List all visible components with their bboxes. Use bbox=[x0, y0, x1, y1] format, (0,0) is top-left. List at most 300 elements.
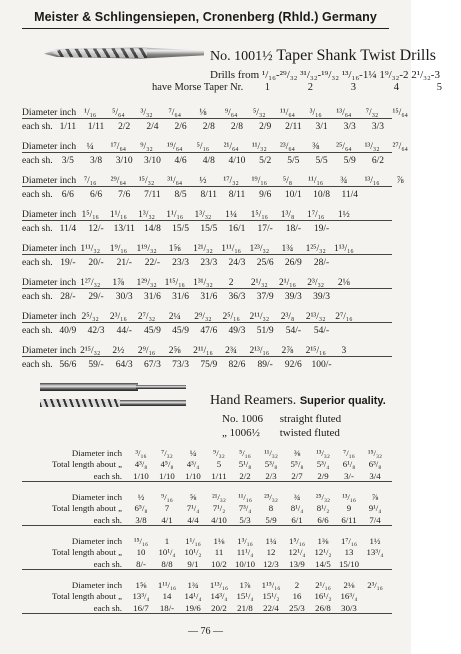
reamer-length-value: 6⁵/₈ bbox=[134, 503, 148, 513]
reamer-length-label: Total length about „ bbox=[52, 547, 122, 557]
reamer-length-value: 9 bbox=[346, 503, 352, 513]
price-label: each sh. bbox=[22, 224, 53, 234]
price-value: 73/3 bbox=[172, 360, 190, 370]
diameter-value: 2⅛ bbox=[337, 278, 350, 288]
diameter-value: ⅞ bbox=[396, 176, 404, 186]
price-value bbox=[364, 292, 392, 302]
price-value: 51/9 bbox=[256, 326, 274, 336]
diameter-value: ²⁵/₆₄ bbox=[336, 142, 352, 152]
price-value: 23/3 bbox=[200, 258, 218, 268]
price-value: 13/11 bbox=[113, 224, 135, 234]
diameter-value bbox=[358, 210, 386, 220]
diameter-value: 1²³/₃₂ bbox=[249, 244, 270, 254]
reamer-price-label: each sh. bbox=[93, 559, 122, 569]
reamer-length-value: 12¹/₄ bbox=[288, 547, 306, 557]
reamer-diameter-value: 2¹/₁₆ bbox=[315, 580, 331, 590]
reamer-diameter-value: ¹³/₃₂ bbox=[316, 448, 330, 458]
diameter-value: 2 bbox=[228, 278, 234, 288]
reamer-desc-a: straight fluted bbox=[279, 413, 342, 425]
diameter-value: 2¼ bbox=[168, 312, 181, 322]
reamer-price-value: 26/8 bbox=[315, 603, 331, 613]
reamer-length-value: 13³/₄ bbox=[366, 547, 384, 557]
price-value bbox=[364, 326, 392, 336]
price-value: 16/1 bbox=[228, 224, 246, 234]
reamer-length-row bbox=[22, 590, 392, 601]
drill-row-group bbox=[22, 105, 408, 132]
reamer-diameter-value: 1⁵/₁₆ bbox=[288, 536, 306, 546]
diameter-value: 1⁵/₁₆ bbox=[250, 210, 268, 220]
diameter-value: 1¹³/₁₆ bbox=[334, 244, 354, 254]
price-value: 56/6 bbox=[59, 360, 77, 370]
reamer-length-value: 8 bbox=[268, 503, 274, 513]
price-label: each sh. bbox=[22, 122, 53, 132]
price-value: 2/6 bbox=[174, 122, 187, 132]
morse-number: 4 bbox=[393, 82, 399, 93]
reamer-diameter-value: 1½ bbox=[369, 536, 381, 546]
diameter-row bbox=[22, 241, 392, 255]
price-value bbox=[336, 292, 364, 302]
reamer-diameter-row bbox=[22, 491, 392, 502]
diameter-value bbox=[358, 346, 386, 356]
diameter-label: Diameter inch bbox=[22, 278, 77, 288]
price-value: 30/3 bbox=[115, 292, 133, 302]
diameter-value: ²¹/₆₄ bbox=[223, 142, 239, 152]
reamer-length-value: 16¹/₂ bbox=[314, 591, 332, 601]
diameter-value: 1²⁹/₃₂ bbox=[136, 278, 157, 288]
price-value: 10/8 bbox=[313, 190, 330, 200]
price-value: 29/- bbox=[88, 292, 104, 302]
reamer-price-row bbox=[22, 601, 392, 614]
diameter-value: 2½ bbox=[112, 346, 125, 356]
price-value: 14/8 bbox=[143, 224, 161, 234]
diameter-value: 2¹/₃₂ bbox=[250, 278, 268, 288]
reamer-length-label: Total length about „ bbox=[52, 591, 122, 601]
reamer-diameter-label: Diameter inch bbox=[71, 492, 122, 502]
price-value: 1/11 bbox=[87, 122, 105, 132]
diameter-value: 1³¹/₃₂ bbox=[193, 278, 213, 288]
price-label: each sh. bbox=[22, 326, 53, 336]
reamer-length-row bbox=[22, 458, 392, 469]
reamer-row-group bbox=[22, 535, 392, 570]
morse-label: have Morse Taper Nr. bbox=[152, 82, 244, 93]
diameter-value: 1¹⁹/₃₂ bbox=[136, 244, 157, 254]
price-row bbox=[22, 357, 392, 370]
diameter-value: 3 bbox=[341, 346, 347, 356]
drill-row-group bbox=[22, 173, 404, 200]
reamer-diameter-row bbox=[22, 579, 392, 590]
diameter-value: 2³/₃₂ bbox=[307, 278, 325, 288]
hand-reamers-section bbox=[22, 377, 389, 627]
reamer-length-value: 10¹/₄ bbox=[158, 547, 176, 557]
reamer-length-value: 7³/₄ bbox=[238, 503, 252, 513]
price-value bbox=[364, 190, 392, 200]
price-value: 59/- bbox=[88, 360, 104, 370]
reamer-price-value: 1/10 bbox=[133, 471, 149, 481]
diameter-value: 2¹¹/₁₆ bbox=[193, 346, 213, 356]
morse-number: 5 bbox=[436, 82, 442, 93]
reamer-price-value: 12/3 bbox=[263, 559, 279, 569]
diameter-value: 1³/₃₂ bbox=[194, 210, 212, 220]
reamer-price-value: 4/1 bbox=[161, 515, 173, 525]
diameter-value: 1³/₈ bbox=[280, 210, 295, 220]
morse-number: 1 bbox=[264, 82, 270, 93]
price-value: 49/3 bbox=[228, 326, 246, 336]
price-value: 8/11 bbox=[228, 190, 246, 200]
reamer-length-value: 7¹/₂ bbox=[212, 503, 226, 513]
diameter-value: 2⁹/₃₂ bbox=[194, 312, 212, 322]
price-value: 26/9 bbox=[284, 258, 302, 268]
reamer-diameter-value: 1⅞ bbox=[239, 580, 251, 590]
diameter-value: ¼ bbox=[86, 142, 94, 152]
drill-row-group bbox=[22, 207, 392, 234]
diameter-value: ⅜ bbox=[312, 142, 320, 152]
price-value: 23/3 bbox=[172, 258, 190, 268]
reamer-price-value: 25/3 bbox=[289, 603, 305, 613]
diameter-value: ¹¹/₁₆ bbox=[308, 176, 324, 186]
diameter-cells bbox=[76, 346, 414, 356]
diameter-label: Diameter inch bbox=[22, 142, 77, 152]
price-value: 25/6 bbox=[256, 258, 274, 268]
reamer-diameter-value: 2⅛ bbox=[343, 580, 355, 590]
diameter-value bbox=[358, 278, 386, 288]
diameter-value: ⅛ bbox=[199, 108, 207, 118]
price-value: 67/3 bbox=[143, 360, 161, 370]
price-cells bbox=[54, 190, 392, 200]
reamer-diameter-value: ⅝ bbox=[189, 492, 197, 502]
diameter-label: Diameter inch bbox=[22, 210, 77, 220]
price-value: 24/3 bbox=[228, 258, 246, 268]
drills-size-ranges: Drills from ¹/₁₆-²⁹/₃₂ ³¹/₃₂-¹⁹/₃₂ ¹³/₁₆-1¼ 1⁹/₃₂-2 2¹/₃₂-3 bbox=[210, 69, 440, 81]
diameter-value: 1¹¹/₃₂ bbox=[80, 244, 101, 254]
price-value: 5/9 bbox=[343, 156, 356, 166]
diameter-row bbox=[22, 173, 404, 187]
diameter-value: ⁵/₆₄ bbox=[112, 108, 125, 118]
price-label: each sh. bbox=[22, 360, 53, 370]
price-value: 75/9 bbox=[200, 360, 218, 370]
reamer-model-a bbox=[222, 413, 341, 425]
reamer-price-row bbox=[22, 513, 392, 526]
reamer-diameter-label: Diameter inch bbox=[71, 448, 122, 458]
price-value: 8/11 bbox=[200, 190, 218, 200]
reamer-price-value: 4/10 bbox=[211, 515, 227, 525]
reamer-price-value: 10/10 bbox=[234, 559, 256, 569]
twisted-reamer-illustration bbox=[40, 399, 120, 407]
diameter-value: ⁹/₃₂ bbox=[140, 142, 153, 152]
reamer-length-value: 14³/₄ bbox=[210, 591, 228, 601]
price-value: 28/- bbox=[60, 292, 76, 302]
reamer-diameter-value: ⅜ bbox=[293, 448, 301, 458]
price-value: 9/6 bbox=[259, 190, 272, 200]
reamer-diameter-value: 1¹³/₁₆ bbox=[209, 580, 229, 590]
reamer-length-value: 6³/₈ bbox=[368, 459, 382, 469]
price-value: 40/9 bbox=[59, 326, 77, 336]
diameter-value: 1¹⁵/₁₆ bbox=[164, 278, 185, 288]
price-value: 15/5 bbox=[172, 224, 190, 234]
price-label: each sh. bbox=[22, 156, 53, 166]
price-value: 4/8 bbox=[202, 156, 215, 166]
page-header: Meister & Schlingensiepen, Cronenberg (Rhld.) Germany bbox=[22, 10, 389, 29]
reamer-length-value: 9¹/₄ bbox=[368, 503, 382, 513]
reamer-diameter-value: ²⁵/₃₂ bbox=[315, 492, 331, 502]
reamer-diameter-value: ⁷/₃₂ bbox=[161, 448, 173, 458]
price-value: 20/- bbox=[88, 258, 104, 268]
reamer-price-value: 7/4 bbox=[369, 515, 381, 525]
diameter-value: ²³/₆₄ bbox=[280, 142, 295, 152]
price-value: 5/2 bbox=[259, 156, 272, 166]
price-value: 11/4 bbox=[59, 224, 77, 234]
price-value: 45/9 bbox=[172, 326, 190, 336]
reamer-price-value: 9/1 bbox=[187, 559, 199, 569]
reamer-length-value: 8¹/₄ bbox=[290, 503, 304, 513]
reamer-model-b bbox=[222, 427, 340, 439]
morse-taper-row bbox=[152, 82, 461, 93]
diameter-value: 2⁹/₁₆ bbox=[137, 346, 156, 356]
price-cells bbox=[54, 258, 392, 268]
price-row bbox=[22, 289, 392, 302]
reamer-length-value: 6¹/₈ bbox=[342, 459, 356, 469]
reamer-diameter-value: ³/₁₆ bbox=[135, 448, 147, 458]
diameter-value: 2³/₈ bbox=[280, 312, 295, 322]
reamer-diameter-value: ¹¹/₁₆ bbox=[238, 492, 252, 502]
drill-row-group bbox=[22, 241, 392, 268]
diameter-value: ¹⁹/₁₆ bbox=[251, 176, 268, 186]
reamer-price-value: 2/3 bbox=[265, 471, 277, 481]
reamer-diameter-value: ⁹/₁₆ bbox=[161, 492, 173, 502]
price-value: 54/- bbox=[313, 326, 330, 336]
diameter-value: 2¹⁵/₁₆ bbox=[305, 346, 326, 356]
diameter-cells bbox=[76, 176, 414, 186]
reamer-length-row bbox=[22, 502, 392, 513]
reamer-price-value: 3/8 bbox=[135, 515, 147, 525]
reamer-diameter-value: ¾ bbox=[293, 492, 301, 502]
price-value: 2/8 bbox=[230, 122, 244, 132]
reamer-diameter-label: Diameter inch bbox=[71, 536, 122, 546]
price-label: each sh. bbox=[22, 258, 53, 268]
drill-row-group bbox=[22, 139, 408, 166]
price-value: 42/3 bbox=[87, 326, 105, 336]
reamer-price-value: 8/8 bbox=[161, 559, 173, 569]
diameter-value: 1⅞ bbox=[112, 278, 125, 288]
price-value: 3/1 bbox=[315, 122, 328, 132]
diameter-value: 1¼ bbox=[225, 210, 238, 220]
reamer-length-label: Total length about „ bbox=[52, 459, 122, 469]
diameter-value bbox=[386, 244, 414, 254]
price-value: 89/- bbox=[257, 360, 273, 370]
reamer-price-label: each sh. bbox=[93, 471, 122, 481]
reamer-diameter-value: 1⅝ bbox=[135, 580, 147, 590]
drills-heading bbox=[210, 47, 436, 65]
price-cells bbox=[54, 292, 392, 302]
diameter-value: 1²⁵/₃₂ bbox=[305, 244, 326, 254]
reamer-diameter-row bbox=[22, 535, 392, 546]
price-value: 3/10 bbox=[143, 156, 161, 166]
diameter-value: ¹¹/₆₄ bbox=[280, 108, 295, 118]
morse-number: 3 bbox=[350, 82, 356, 93]
diameter-value: ²⁷/₆₄ bbox=[392, 142, 408, 152]
diameter-value: 1¹¹/₁₆ bbox=[221, 244, 241, 254]
diameter-value: 1⁹/₁₆ bbox=[109, 244, 128, 254]
reamer-price-value: 20/2 bbox=[211, 603, 227, 613]
price-value bbox=[364, 258, 392, 268]
straight-reamer-shank bbox=[136, 385, 186, 389]
price-value: 4/6 bbox=[174, 156, 187, 166]
diameter-cells bbox=[76, 312, 414, 322]
reamer-length-value: 7 bbox=[164, 503, 170, 513]
price-value: 12/- bbox=[88, 224, 104, 234]
diameter-value: 1²⁷/₃₂ bbox=[80, 278, 101, 288]
reamer-length-value: 11¹/₄ bbox=[236, 547, 254, 557]
reamer-length-value: 12 bbox=[266, 547, 276, 557]
diameter-value: 1¹/₁₆ bbox=[166, 210, 184, 220]
diameter-value: ³/₃₂ bbox=[140, 108, 153, 118]
diameter-value: ³/₁₆ bbox=[309, 108, 322, 118]
diameter-row bbox=[22, 343, 392, 357]
price-value: 4/10 bbox=[228, 156, 246, 166]
price-value: 82/6 bbox=[228, 360, 246, 370]
diameter-value: ⁵/₈ bbox=[282, 176, 293, 186]
price-value: 3/3 bbox=[371, 122, 384, 132]
reamer-price-row bbox=[22, 469, 392, 482]
diameter-cells bbox=[76, 142, 414, 152]
morse-numbers bbox=[246, 82, 461, 93]
diameter-value: ¹¹/₃₂ bbox=[251, 142, 267, 152]
reamer-row-group bbox=[22, 579, 392, 614]
diameter-value: 1¾ bbox=[281, 244, 294, 254]
reamer-diameter-value: ²¹/₃₂ bbox=[212, 492, 226, 502]
diameter-label: Diameter inch bbox=[22, 346, 77, 356]
reamer-price-value: 6/1 bbox=[291, 515, 303, 525]
reamer-diameter-value: ¹³/₁₆ bbox=[342, 492, 356, 502]
diameter-value bbox=[386, 312, 414, 322]
price-value: 100/- bbox=[311, 360, 332, 370]
diameter-value: ¹⁵/₆₄ bbox=[392, 108, 408, 118]
reamer-diameter-value: 2³/₁₆ bbox=[367, 580, 383, 590]
price-cells bbox=[54, 326, 392, 336]
drill-row-group bbox=[22, 343, 392, 370]
price-row bbox=[22, 323, 392, 336]
reamer-diameter-value: 1¹/₁₆ bbox=[185, 536, 201, 546]
reamer-price-value: 16/7 bbox=[133, 603, 149, 613]
reamer-row-group bbox=[22, 491, 392, 526]
diameter-value: 1²¹/₃₂ bbox=[193, 244, 213, 254]
reamer-price-row bbox=[22, 557, 392, 570]
reamer-number-a: No. 1006 bbox=[222, 413, 263, 425]
price-value: 5/5 bbox=[315, 156, 328, 166]
reamer-length-value: 15¹/₂ bbox=[262, 591, 280, 601]
price-value: 3/3 bbox=[343, 122, 356, 132]
price-value: 36/3 bbox=[228, 292, 246, 302]
diameter-value bbox=[358, 312, 386, 322]
reamer-length-value: 14 bbox=[162, 591, 172, 601]
price-value: 31/6 bbox=[172, 292, 190, 302]
reamer-diameter-value: 1 bbox=[164, 536, 170, 546]
price-row bbox=[22, 153, 392, 166]
reamer-desc-b: twisted fluted bbox=[279, 427, 340, 439]
reamer-price-value: 21/8 bbox=[237, 603, 253, 613]
price-value: 2/4 bbox=[146, 122, 159, 132]
reamer-price-value: 13/9 bbox=[289, 559, 305, 569]
price-value: 5/5 bbox=[287, 156, 300, 166]
reamer-length-value: 14¹/₄ bbox=[184, 591, 202, 601]
diameter-value: ¾ bbox=[340, 176, 348, 186]
diameter-value: ¹³/₁₆ bbox=[364, 176, 380, 186]
price-value: 1/11 bbox=[59, 122, 77, 132]
reamer-price-value: 1/11 bbox=[211, 471, 227, 481]
diameter-value: ⁵/₃₂ bbox=[253, 108, 266, 118]
diameter-value: ⁷/₃₂ bbox=[365, 108, 379, 118]
reamer-diameter-value: ⅞ bbox=[371, 492, 379, 502]
reamer-length-row bbox=[22, 546, 392, 557]
price-value: 15/5 bbox=[200, 224, 218, 234]
reamer-length-value: 4⁵/₈ bbox=[160, 459, 174, 469]
price-value: 6/6 bbox=[89, 190, 103, 200]
twisted-reamer-shank bbox=[120, 400, 186, 406]
diameter-value: ¹³/₃₂ bbox=[364, 142, 380, 152]
price-value: 44/- bbox=[116, 326, 132, 336]
price-value: 45/9 bbox=[143, 326, 161, 336]
reamer-length-value: 12¹/₂ bbox=[314, 547, 332, 557]
reamer-price-value: 4/4 bbox=[187, 515, 199, 525]
reamer-length-value: 8¹/₂ bbox=[316, 503, 330, 513]
diameter-value: 2¹³/₁₆ bbox=[249, 346, 270, 356]
reamer-diameter-value: 1¼ bbox=[265, 536, 277, 546]
drill-row-group bbox=[22, 309, 392, 336]
diameter-value: ¹⁵/₃₂ bbox=[138, 176, 155, 186]
price-value: 10/1 bbox=[284, 190, 302, 200]
reamer-price-value: 1/10 bbox=[185, 471, 201, 481]
diameter-value: 1⅝ bbox=[168, 244, 181, 254]
reamer-length-value: 13³/₄ bbox=[132, 591, 150, 601]
price-cells bbox=[54, 122, 392, 132]
price-value: 6/6 bbox=[61, 190, 74, 200]
diameter-value bbox=[386, 278, 414, 288]
price-value: 31/6 bbox=[200, 292, 218, 302]
reamer-length-value: 10¹/₂ bbox=[184, 547, 202, 557]
reamer-diameter-value: 1¹⁵/₁₆ bbox=[261, 580, 281, 590]
drills-title: Taper Shank Twist Drills bbox=[276, 47, 437, 64]
diameter-cells bbox=[76, 108, 414, 118]
reamer-diameter-value: ⁵/₁₆ bbox=[239, 448, 251, 458]
price-value bbox=[336, 360, 364, 370]
reamer-length-value: 5³/₈ bbox=[264, 459, 278, 469]
price-value: 3/5 bbox=[61, 156, 74, 166]
diameter-value: 2⁷/₁₆ bbox=[335, 312, 353, 322]
price-value: 54/- bbox=[285, 326, 301, 336]
reamer-length-value: 4³/₈ bbox=[134, 459, 148, 469]
diameter-value: 2¹³/₃₂ bbox=[305, 312, 326, 322]
price-value: 19/- bbox=[60, 258, 76, 268]
price-label: each sh. bbox=[22, 190, 53, 200]
reamer-price-value: 14/5 bbox=[315, 559, 331, 569]
reamer-diameter-value: 1¹¹/₁₆ bbox=[157, 580, 177, 590]
diameter-value: ⁷/₁₆ bbox=[83, 176, 97, 186]
reamer-diameter-value: 2 bbox=[294, 580, 300, 590]
reamer-length-value: 16 bbox=[292, 591, 302, 601]
reamer-price-value: 19/6 bbox=[185, 603, 201, 613]
price-value: 28/- bbox=[313, 258, 330, 268]
price-value: 2/8 bbox=[202, 122, 215, 132]
diameter-value: 1⁵/₁₆ bbox=[81, 210, 99, 220]
price-value: 39/3 bbox=[313, 292, 330, 302]
reamer-diameter-value: ⁷/₁₆ bbox=[343, 448, 355, 458]
reamer-length-value: 10 bbox=[136, 547, 146, 557]
price-value: 47/6 bbox=[200, 326, 218, 336]
diameter-cells bbox=[76, 210, 414, 220]
reamer-price-value: 18/- bbox=[159, 603, 175, 613]
price-value: 22/- bbox=[144, 258, 161, 268]
diameter-row bbox=[22, 207, 392, 221]
reamer-diameter-value: ¹⁵/₁₆ bbox=[133, 536, 149, 546]
